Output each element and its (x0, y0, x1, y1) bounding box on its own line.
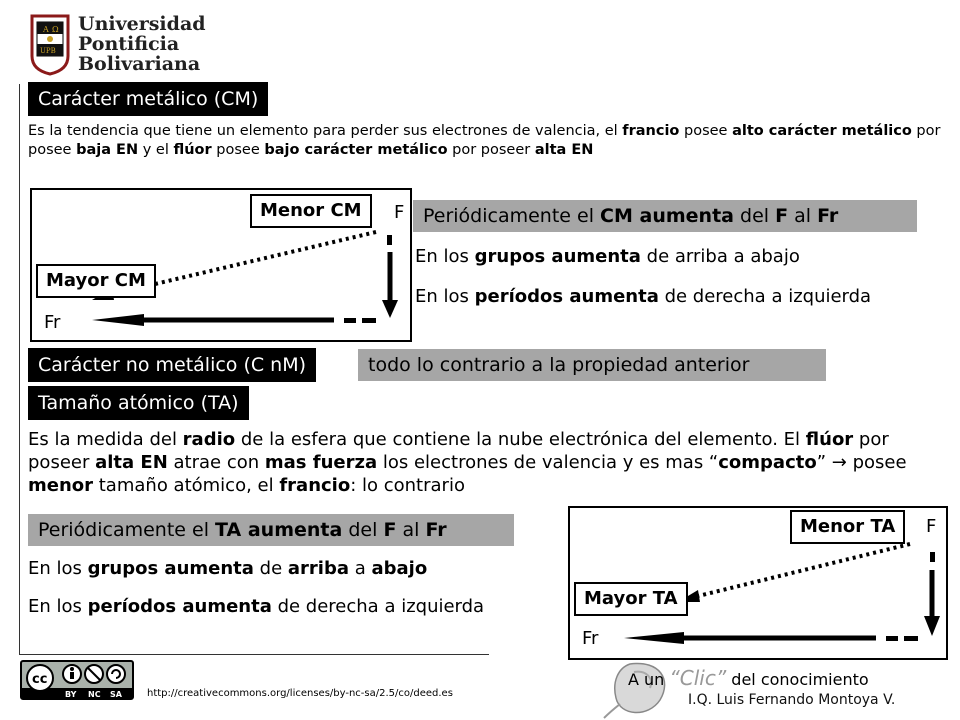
text-segment: radio (182, 429, 236, 450)
slogan-clic: “Clic” (669, 666, 727, 690)
text-segment: al (788, 205, 818, 227)
cm-description (28, 122, 953, 160)
ta-title: Tamaño atómico (TA) (28, 386, 249, 420)
text-segment: períodos aumenta (87, 596, 272, 617)
ta-groups-text (28, 556, 427, 582)
text-segment: los electrones de valencia y es mas “ (377, 452, 719, 473)
cm-periods-text (415, 284, 871, 310)
cm-trend-bar (413, 200, 917, 232)
license-url-link[interactable]: http://creativecommons.org/licenses/by-nc-sa/2.5/co/deed.es (147, 688, 453, 699)
text-segment: por poseer (28, 429, 889, 473)
text-segment: francio (622, 123, 680, 139)
cm-fluorine-symbol: F (394, 202, 405, 223)
shield-alpha: A (43, 25, 49, 34)
text-segment: ” → posee (816, 452, 907, 473)
text-segment: de derecha a izquierda (271, 596, 485, 617)
university-shield-icon (30, 14, 70, 76)
text-segment: por poseer (447, 142, 535, 158)
frame-bottom-line (19, 654, 489, 655)
text-segment: compacto (718, 452, 817, 473)
nc-label: NC (88, 690, 101, 699)
text-segment: por posee (28, 123, 941, 158)
ta-fluorine-symbol: F (926, 516, 937, 537)
ta-periods-text (28, 594, 484, 620)
text-segment: En los (415, 246, 475, 267)
cm-groups-text (415, 244, 800, 270)
text-segment: baja EN (76, 142, 139, 158)
text-segment: del (733, 205, 776, 227)
text-segment: menor (28, 475, 94, 496)
cm-bottom-label: Mayor CM (36, 264, 156, 298)
text-segment: CM aumenta (600, 205, 734, 227)
text-segment: grupos aumenta (474, 246, 641, 267)
text-segment: y el (138, 142, 174, 158)
cnm-title: Carácter no metálico (C nM) (28, 348, 316, 382)
logo-line-2: Pontificia (78, 33, 180, 55)
text-segment: de la esfera que contiene la nube electrónica del elemento. El (235, 429, 806, 450)
ta-trend-bar (28, 514, 514, 546)
text-segment: posee (679, 123, 733, 139)
shield-omega: Ω (52, 25, 59, 34)
text-segment: períodos aumenta (474, 286, 659, 307)
text-segment: de derecha a izquierda (658, 286, 872, 307)
text-segment: Fr (425, 519, 447, 541)
text-segment: En los (415, 286, 475, 307)
text-segment: F (383, 519, 397, 541)
cm-title: Carácter metálico (CM) (28, 82, 268, 116)
ta-bottom-label: Mayor TA (574, 582, 688, 616)
text-segment: bajo carácter metálico (264, 142, 448, 158)
text-segment: : lo contrario (350, 475, 465, 496)
text-segment: Periódicamente el (38, 519, 216, 541)
by-label: BY (65, 690, 77, 699)
text-segment: abajo (371, 558, 428, 579)
text-segment: al (396, 519, 426, 541)
cc-license-badge[interactable] (20, 660, 134, 700)
text-segment: Periódicamente el (423, 205, 601, 227)
logo-line-3: Bolivariana (78, 53, 201, 75)
text-segment: TA aumenta (215, 519, 343, 541)
author-name: I.Q. Luis Fernando Montoya V. (688, 692, 896, 708)
sa-label: SA (110, 690, 122, 699)
ta-description (28, 428, 933, 497)
ta-francium-symbol: Fr (582, 628, 599, 649)
text-segment: de arriba a abajo (640, 246, 800, 267)
ta-top-label: Menor TA (790, 510, 905, 544)
cm-trend-diagram (30, 188, 412, 342)
slogan (628, 666, 869, 690)
text-segment: francio (279, 475, 351, 496)
text-segment: alta EN (534, 142, 594, 158)
ta-trend-diagram (568, 506, 948, 660)
text-segment: a (349, 558, 372, 579)
frame-left-line (19, 84, 20, 654)
slogan-prefix: A un (628, 670, 670, 689)
text-segment: F (775, 205, 789, 227)
text-segment: alta EN (95, 452, 168, 473)
text-segment: Fr (817, 205, 839, 227)
shield-upb: UPB (40, 47, 56, 55)
text-segment: grupos aumenta (87, 558, 254, 579)
cc-label: cc (32, 672, 48, 687)
text-segment: arriba (287, 558, 349, 579)
text-segment: del (342, 519, 384, 541)
logo-line-1: Universidad (78, 13, 206, 35)
text-segment: flúor (173, 142, 212, 158)
text-segment: Es la tendencia que tiene un elemento para perder sus electrones de valencia, el (28, 123, 623, 139)
text-segment: atrae con (167, 452, 265, 473)
cm-francium-symbol: Fr (44, 312, 61, 333)
text-segment: Es la medida del (28, 429, 183, 450)
text-segment: de (253, 558, 288, 579)
text-segment: mas fuerza (264, 452, 378, 473)
cc-badge-icon (20, 660, 134, 700)
text-segment: alto carácter metálico (732, 123, 912, 139)
university-logo (22, 12, 206, 76)
text-segment: En los (28, 558, 88, 579)
cm-top-label: Menor CM (250, 194, 372, 228)
text-segment: posee (211, 142, 265, 158)
text-segment: flúor (805, 429, 854, 450)
text-segment: En los (28, 596, 88, 617)
cnm-note: todo lo contrario a la propiedad anterior (358, 349, 826, 381)
slogan-suffix: del conocimiento (726, 670, 869, 689)
text-segment: tamaño atómico, el (93, 475, 280, 496)
